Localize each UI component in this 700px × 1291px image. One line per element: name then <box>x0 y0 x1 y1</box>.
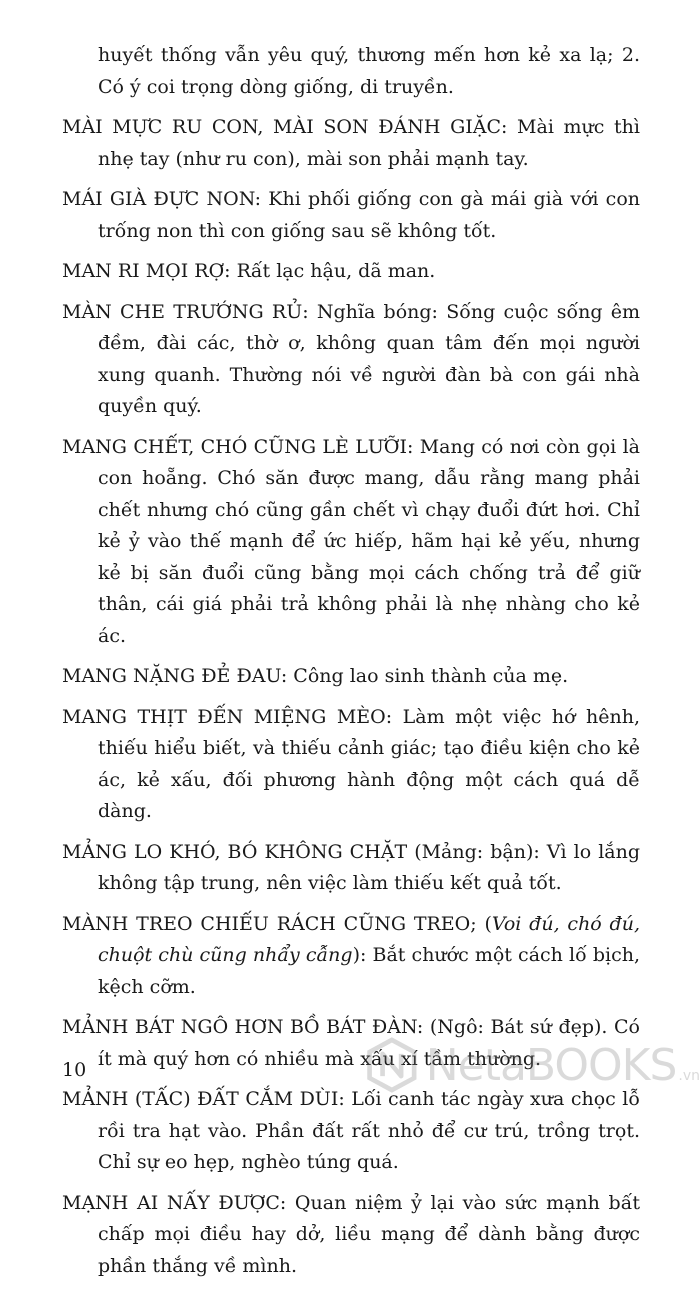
entry-man-che-truong-ru: MÀN CHE TRƯỚNG RỦ: Nghĩa bóng: Sống cuộc sống êm đềm, đài các, thờ ơ, không quan tâm đến mọi người xung quanh. Thường nói về người đàn bà con gái nhà quyền quý. <box>62 300 640 417</box>
entry-manh-dat-cam-dui: MẢNH (TẤC) ĐẤT CẮM DÙI: Lối canh tác ngày xưa chọc lỗ rồi tra hạt vào. Phần đất rất nhỏ để cư trú, trồng trọt. Chỉ sự eo hẹp, nghèo túng quá. <box>62 1088 640 1173</box>
entry-mang-thit-den-mieng-meo: MANG THỊT ĐẾN MIỆNG MÈO: Làm một việc hớ hênh, thiếu hiểu biết, và thiếu cảnh giác; tạo điều kiện cho kẻ ác, kẻ xấu, đối phương hành động một cách quá dễ dàng. <box>62 705 640 822</box>
watermark-suffix: .vn <box>678 1068 700 1084</box>
entry-mang-nang-de-dau: MANG NẶNG ĐẺ ĐAU: Công lao sinh thành của mẹ. <box>62 665 569 687</box>
entry-manh-ai-nay-duoc: MẠNH AI NẤY ĐƯỢC: Quan niệm ỷ lại vào sức mạnh bất chấp mọi điều hay dở, liều mạng để dành bằng được phần thắng về mình. <box>62 1191 640 1277</box>
entry-manh-treo-chieu-rach <box>62 909 640 1004</box>
entry-definition: ): Bắt chước một cách lố bịch, kệch cỡm. <box>98 944 640 998</box>
entry-man-ri-moi-ro: MAN RI MỌI RỢ: Rất lạc hậu, dã man. <box>62 260 436 282</box>
netabooks-logo-icon <box>364 1035 420 1095</box>
watermark-brand: NetaBOOKS <box>425 1039 677 1091</box>
page-number: 10 <box>62 1059 87 1081</box>
entry-mang-chet-cho-cung-le-luoi: MANG CHẾT, CHÓ CŨNG LÈ LƯỠI: Mang có nơi còn gọi là con hoẵng. Chó săn được mang, dẫu rằng mang phải chết nhưng chó cũng gần chết vì chạy đuổi đứt hơi. Chỉ kẻ ỷ vào thế mạnh để ức hiếp, hãm hại kẻ yếu, nhưng kẻ bị săn đuổi cũng bằng mọi cách chống trả để giữ thân, cái giá phải trả không phải là nhẹ nhàng cho kẻ ác. <box>62 435 640 647</box>
entry-mai-muc-ru-con: MÀI MỰC RU CON, MÀI SON ĐÁNH GIẶC: Mài mực thì nhẹ tay (như ru con), mài son phải mạnh tay. <box>62 116 640 170</box>
dictionary-entries <box>62 40 640 1291</box>
entry-manh-bat-ngo: MẢNH BÁT NGÔ HƠN BỒ BÁT ĐÀN: (Ngô: Bát sứ đẹp). Có ít mà quý hơn có nhiều mà xấu xí tầm thường. <box>62 1016 640 1070</box>
entry-head: MÀNH TREO CHIẾU RÁCH CŨNG TREO; ( <box>62 912 492 935</box>
entry-continuation: huyết thống vẫn yêu quý, thương mến hơn kẻ xa lạ; 2. Có ý coi trọng dòng giống, di truyền. <box>98 44 640 98</box>
entry-italic-variant: Voi đú, chó đú, chuột chù cũng nhẩy cẫng <box>98 912 640 966</box>
entry-mai-gia-duc-non: MÁI GIÀ ĐỰC NON: Khi phối giống con gà mái già với con trống non thì con giống sau sẽ không tốt. <box>62 188 640 242</box>
entry-mang-lo-kho: MẢNG LO KHÓ, BÓ KHÔNG CHẶT (Mảng: bận): Vì lo lắng không tập trung, nên việc làm thiếu kết quả tốt. <box>62 840 640 894</box>
watermark <box>364 1032 700 1098</box>
